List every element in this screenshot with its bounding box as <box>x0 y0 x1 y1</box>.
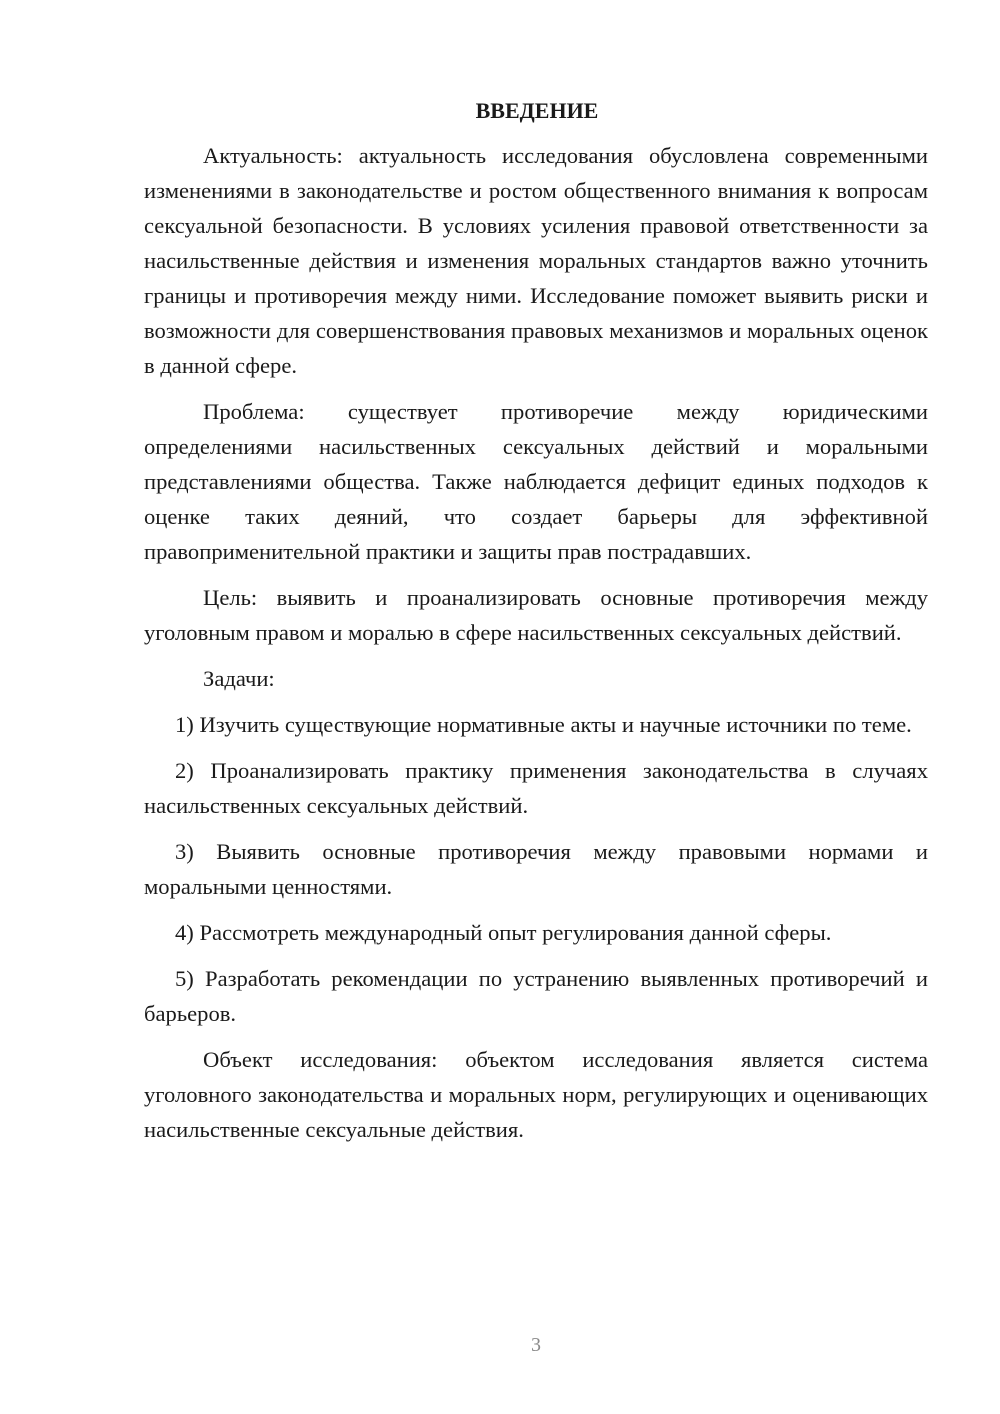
task-item-4: 4) Рассмотреть международный опыт регулирования данной сферы. <box>175 920 832 945</box>
task-item-5: 5) Разработать рекомендации по устранению выявленных противоречий и барьеров. <box>144 966 928 1026</box>
paragraph-relevance: Актуальность: актуальность исследования обусловлена современными изменениями в законодательстве и ростом общественного внимания к вопросам сексуальной безопасности. В условиях усиления правовой ответственности за насильственные действия и изменения моральных стандартов важно уточнить границы и противоречия между ними. Исследование поможет выявить риски и возможности для совершенствования правовых механизмов и моральных оценок в данной сфере. <box>144 143 928 378</box>
page-number: 3 <box>531 1334 541 1356</box>
paragraph-goal: Цель: выявить и проанализировать основные противоречия между уголовным правом и моралью в сфере насильственных сексуальных действий. <box>144 585 928 645</box>
task-item-2: 2) Проанализировать практику применения законодательства в случаях насильственных сексуальных действий. <box>144 758 928 818</box>
task-item-1: 1) Изучить существующие нормативные акты и научные источники по теме. <box>175 712 912 737</box>
section-title: ВВЕДЕНИЕ <box>475 98 599 123</box>
document-page <box>144 96 928 1147</box>
paragraph-object: Объект исследования: объектом исследования является система уголовного законодательства и моральных норм, регулирующих и оценивающих насильственные сексуальные действия. <box>144 1047 928 1142</box>
paragraph-problem: Проблема: существует противоречие между юридическими определениями насильственных сексуальных действий и моральными представлениями общества. Также наблюдается дефицит единых подходов к оценке таких деяний, что создает барьеры для эффективной правоприменительной практики и защиты прав пострадавших. <box>144 399 928 564</box>
tasks-heading: Задачи: <box>203 666 275 691</box>
task-item-3: 3) Выявить основные противоречия между правовыми нормами и моральными ценностями. <box>144 839 928 899</box>
